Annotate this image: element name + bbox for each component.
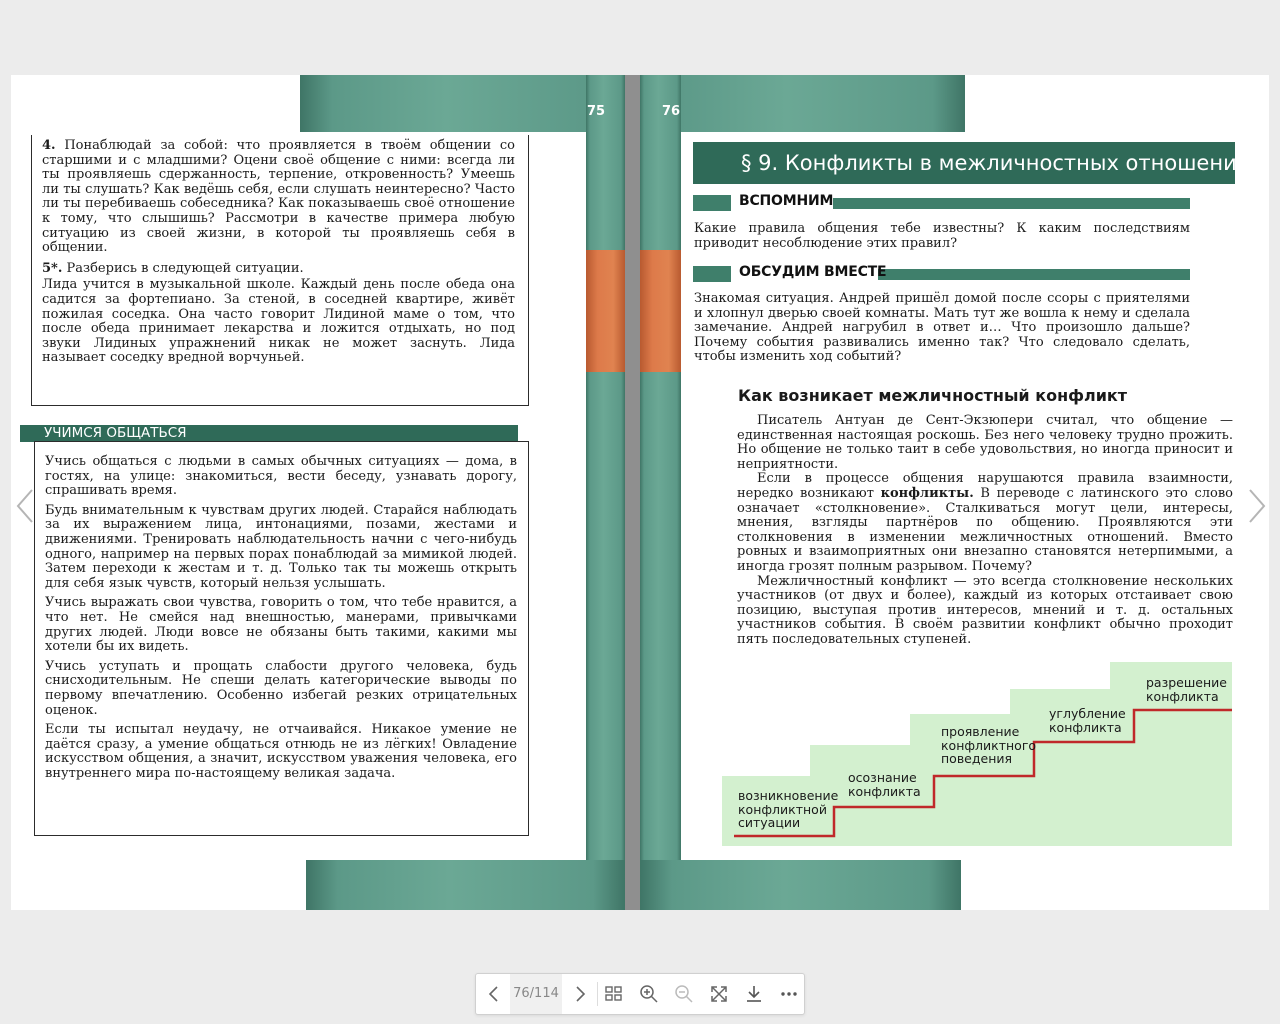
zoom-in-button[interactable] (631, 974, 666, 1014)
fullscreen-button[interactable] (701, 974, 736, 1014)
discuss-text: Знакомая ситуация. Андрей пришёл домой после ссоры с приятелями и хлопнул дверью своей комнаты. Мать тут же вошла к нему и сделала замечание. Андрей нагрубил в ответ и… Что произошло дальше? Почему события развивались именно так? Что следовало сделать, чтобы изменить ход событий? (694, 291, 1190, 365)
stage-text: осознание (848, 770, 917, 785)
stage-4 (1049, 707, 1126, 734)
page-sheet-top (11, 75, 300, 132)
body-paragraph: Писатель Антуан де Сент-Экзюпери считал, что общение — единственная настоящая роскошь. Без него человеку трудно прожить. Но общение не только таит в себе удовольствия, но иногда приносит и неприятности. (737, 413, 1233, 472)
learn-paragraph: Учись общаться с людьми в самых обычных ситуациях — дома, в гостях, на улице: знакомиться, вести беседу, узнавать дорогу, спрашивать время. (45, 454, 517, 499)
task-5-title-text: Разберись в следующей ситуации. (66, 260, 304, 276)
task-5-number: 5*. (42, 260, 63, 276)
zoom-in-icon (639, 984, 659, 1004)
page-edge-accent (586, 250, 625, 372)
body-paragraph: Межличностный конфликт — это всегда столкновение нескольких участников (от двух и более), каждый из которых отстаивает свою позицию, выступая против интересов, мнений и т. д. остальных участников события. В своём развитии конфликт обычно проходит пять последовательных ступеней. (737, 573, 1233, 647)
stage-text: конфликтного (941, 737, 1037, 753)
section-band-cut (518, 425, 530, 442)
heading-bar (833, 198, 1190, 209)
page-edge-band (586, 75, 625, 910)
learn-box (34, 441, 529, 836)
discuss-heading (693, 266, 1190, 282)
chevron-right-icon (1242, 478, 1272, 534)
stage-text: поведения (941, 751, 1013, 766)
stage-text: конфликта (848, 783, 921, 799)
learn-paragraph: Учись выражать свои чувства, говорить о том, что тебе нравится, а что нет. Не смейся над внешностью, манерами, привычками других людей. Люди вовсе не обязаны быть такими, какими мы хотели бы их видеть. (45, 595, 517, 655)
learn-paragraph: Будь внимательным к чувствам других людей. Старайся наблюдать за их выражением лица, интонациями, позами, жестами и движениями. Тренировать наблюдательность начни с чего-нибудь одного, например на первых порах понаблюдай за мимикой людей. Затем переходи к жестам и т. д. Только так ты можешь открыть для себя язык чувств, который нельзя услышать. (45, 502, 517, 591)
chevron-left-icon (10, 478, 40, 534)
learn-paragraph: Учись уступать и прощать слабости другого человека, будь снисходительным. Не спеши делать категорические выводы по первому впечатлению. Особенно избегай резких отрицательных оценок. (45, 658, 517, 718)
heading-bar (878, 269, 1190, 280)
stage-1 (738, 789, 838, 830)
zoom-out-button[interactable] (666, 974, 701, 1014)
next-page-button[interactable] (1242, 478, 1272, 534)
stage-text: углубление (1049, 706, 1126, 721)
learn-paragraph: Если ты испытал неудачу, не отчаивайся. Никакое умение не даётся сразу, а умение общаться отнюдь не из лёгких! Овладение искусством общения, а значит, искусством уважения человека, его внутреннего мира по-настоящему великая задача. (45, 722, 517, 781)
page-edge-band (640, 75, 681, 910)
toolbar-next-button[interactable] (562, 974, 597, 1014)
toolbar-prev-button[interactable] (476, 974, 511, 1014)
prev-page-button[interactable] (10, 478, 40, 534)
stage-text: возникновение (738, 788, 839, 803)
term-conflicts: конфликты. (880, 485, 974, 501)
task-4-number: 4. (42, 138, 56, 153)
task-4-text: Понаблюдай за собой: что проявляется в твоём общении со старшими и с младшими? Оцени своё общение с ними: всегда ли ты проявляешь сдержанность, терпение, откровенность? Умеешь ли ты слушать? Как ведёшь себя, если слушать неинтересно? Часто ли ты перебиваешь собеседника? Как показываешь своё отношение к тому, что слышишь? Рассмотри в качестве примера любую ситуацию из своей жизни, в которой ты проявляешь себя в общении. (42, 138, 515, 256)
page-footer-band (640, 860, 961, 910)
download-button[interactable] (736, 974, 771, 1014)
stage-2 (848, 771, 921, 798)
recall-heading (693, 195, 1190, 211)
heading-square (693, 195, 731, 211)
stage-text: разрешение (1146, 675, 1227, 690)
download-icon (744, 984, 764, 1004)
chapter-title: § 9. Конфликты в межличностных отношениях (693, 142, 1235, 184)
task-5-text: Лида учится в музыкальной школе. Каждый день после обеда она садится за фортепиано. За стеной, в соседней квартире, живёт пожилая соседка. Она часто говорит Лидиной маме о том, что после обеда принимает лекарства и ложится отдыхать, но под звуки Лидиных упражнений никак не может заснуть. Лида называет соседку вредной ворчуньей. (42, 277, 515, 366)
stage-5 (1146, 676, 1227, 703)
para2-end: В переводе с латинского это слово означает «столкновение». Сталкиваться могут цели, интересы, мнения, взгляды партнёров по общению. Проявляются эти столкновения в изменении межличностных отношений. Вместо ровных и взаимоприятных они внезапно становятся нетерпимыми, а иногда грозят полным разрывом. Почему? (737, 485, 1233, 574)
task-5-title (42, 262, 515, 277)
heading-square (693, 266, 731, 282)
stage-text: конфликта (1049, 719, 1122, 735)
main-text (737, 414, 1233, 648)
page-number: 76 (662, 104, 681, 119)
chevron-left-icon (484, 984, 504, 1004)
thumbnails-button[interactable] (596, 974, 631, 1014)
body-paragraph (737, 472, 1233, 574)
page-footer-band (306, 860, 625, 910)
task-4 (42, 139, 515, 256)
stage-text: проявление (941, 724, 1020, 739)
stage-text: ситуации (738, 815, 801, 830)
page-indicator[interactable]: 76/114 (510, 974, 562, 1014)
more-icon (779, 984, 799, 1004)
zoom-out-icon (674, 984, 694, 1004)
section-title: УЧИМСЯ ОБЩАТЬСЯ (44, 425, 187, 441)
book-spine (625, 75, 640, 910)
page-edge-accent (640, 250, 681, 372)
subheading: Как возникает межличностный конфликт (738, 386, 1128, 405)
recall-text: Какие правила общения тебе известны? К каким последствиям приводит несоблюдение этих правил? (694, 221, 1190, 251)
page-number: 75 (587, 104, 606, 119)
recall-label: ВСПОМНИМ (739, 193, 834, 209)
chevron-right-icon (570, 984, 590, 1004)
stage-text: конфликта (1146, 688, 1219, 704)
discuss-label: ОБСУДИМ ВМЕСТЕ (739, 264, 887, 280)
more-button[interactable] (771, 974, 806, 1014)
tasks-box (31, 135, 529, 406)
grid-icon (604, 984, 624, 1004)
page-sheet-top (965, 75, 1269, 132)
page-header-band (300, 75, 625, 132)
viewer-toolbar (475, 973, 805, 1015)
section-title-band (20, 425, 518, 442)
stage-3 (941, 725, 1036, 766)
para2-start: Если в процессе общения нарушаются правила взаимности, нередко возникают (737, 471, 1233, 501)
stage-text: конфликтной (738, 801, 827, 817)
page-header-band (640, 75, 965, 132)
fullscreen-icon (709, 984, 729, 1004)
